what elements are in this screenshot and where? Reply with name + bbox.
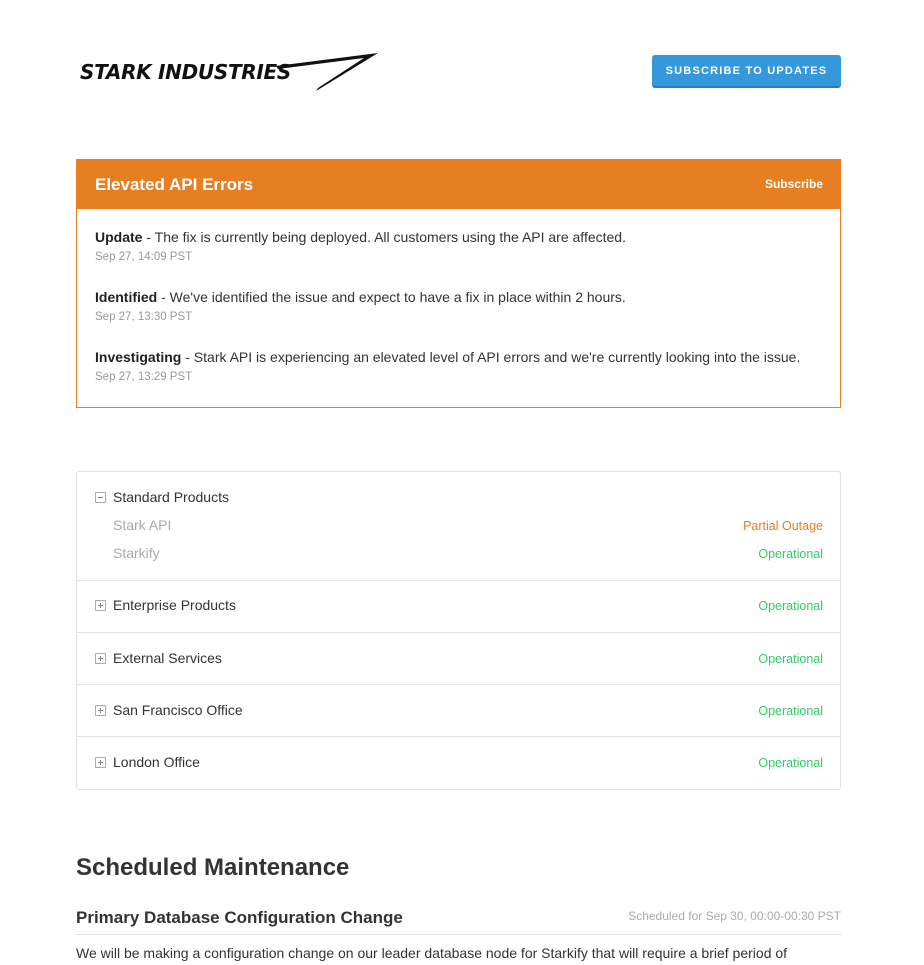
- component-name-starkify: Starkify: [113, 545, 160, 561]
- group-name[interactable]: External Services: [113, 650, 222, 666]
- group-name[interactable]: San Francisco Office: [113, 702, 243, 718]
- incident-update: [95, 229, 626, 263]
- expand-icon[interactable]: [95, 600, 106, 611]
- maintenance-title[interactable]: Primary Database Configuration Change: [76, 908, 403, 927]
- component-group-enterprise-products: [77, 581, 840, 633]
- stark-industries-logo[interactable]: [78, 52, 380, 94]
- group-name[interactable]: Enterprise Products: [113, 597, 236, 613]
- scheduled-maintenance-heading: Scheduled Maintenance: [76, 854, 350, 881]
- component-name-stark-api: Stark API: [113, 517, 172, 533]
- incident-header: [77, 160, 840, 209]
- logo-text: STARK INDUSTRIES: [80, 60, 292, 84]
- expand-icon[interactable]: [95, 757, 106, 768]
- group-name[interactable]: Standard Products: [113, 489, 229, 505]
- update-timestamp: Sep 27, 13:30 PST: [95, 311, 193, 323]
- update-message: - We've identified the issue and expect to have a fix in place within 2 hours.: [157, 289, 626, 305]
- component-group-london-office: [77, 737, 840, 789]
- subscribe-to-updates-button[interactable]: SUBSCRIBE TO UPDATES: [652, 55, 841, 88]
- status-badge: Operational: [758, 599, 823, 613]
- update-timestamp: Sep 27, 13:29 PST: [95, 371, 193, 383]
- incident-update: [95, 289, 626, 323]
- component-group-san-francisco-office: [77, 685, 840, 737]
- update-message: - Stark API is experiencing an elevated level of API errors and we're currently looking into the issue.: [181, 349, 801, 365]
- update-timestamp: Sep 27, 14:09 PST: [95, 251, 193, 263]
- status-badge: Partial Outage: [743, 519, 823, 533]
- maintenance-description: We will be making a configuration change on our leader database node for Starkify that will require a brief period of: [76, 945, 788, 961]
- incident-panel: [76, 159, 841, 408]
- status-badge: Operational: [758, 652, 823, 666]
- status-badge: Operational: [758, 704, 823, 718]
- incident-subscribe-link[interactable]: Subscribe: [764, 177, 823, 191]
- update-status: Update: [95, 229, 143, 245]
- status-badge: Operational: [758, 756, 823, 770]
- update-message: - The fix is currently being deployed. All customers using the API are affected.: [142, 229, 626, 245]
- group-name[interactable]: London Office: [113, 754, 200, 770]
- expand-icon[interactable]: [95, 653, 106, 664]
- expand-icon[interactable]: [95, 705, 106, 716]
- divider: [76, 934, 841, 935]
- maintenance-schedule: Scheduled for Sep 30, 00:00-00:30 PST: [628, 909, 841, 923]
- component-group-standard-products: [77, 472, 840, 581]
- status-badge: Operational: [758, 547, 823, 561]
- incident-title[interactable]: Elevated API Errors: [95, 175, 254, 194]
- update-status: Investigating: [95, 349, 182, 365]
- components-list: [76, 471, 841, 790]
- update-status: Identified: [95, 289, 158, 305]
- collapse-icon[interactable]: [95, 492, 106, 503]
- incident-update: [95, 349, 800, 383]
- component-group-external-services: [77, 633, 840, 685]
